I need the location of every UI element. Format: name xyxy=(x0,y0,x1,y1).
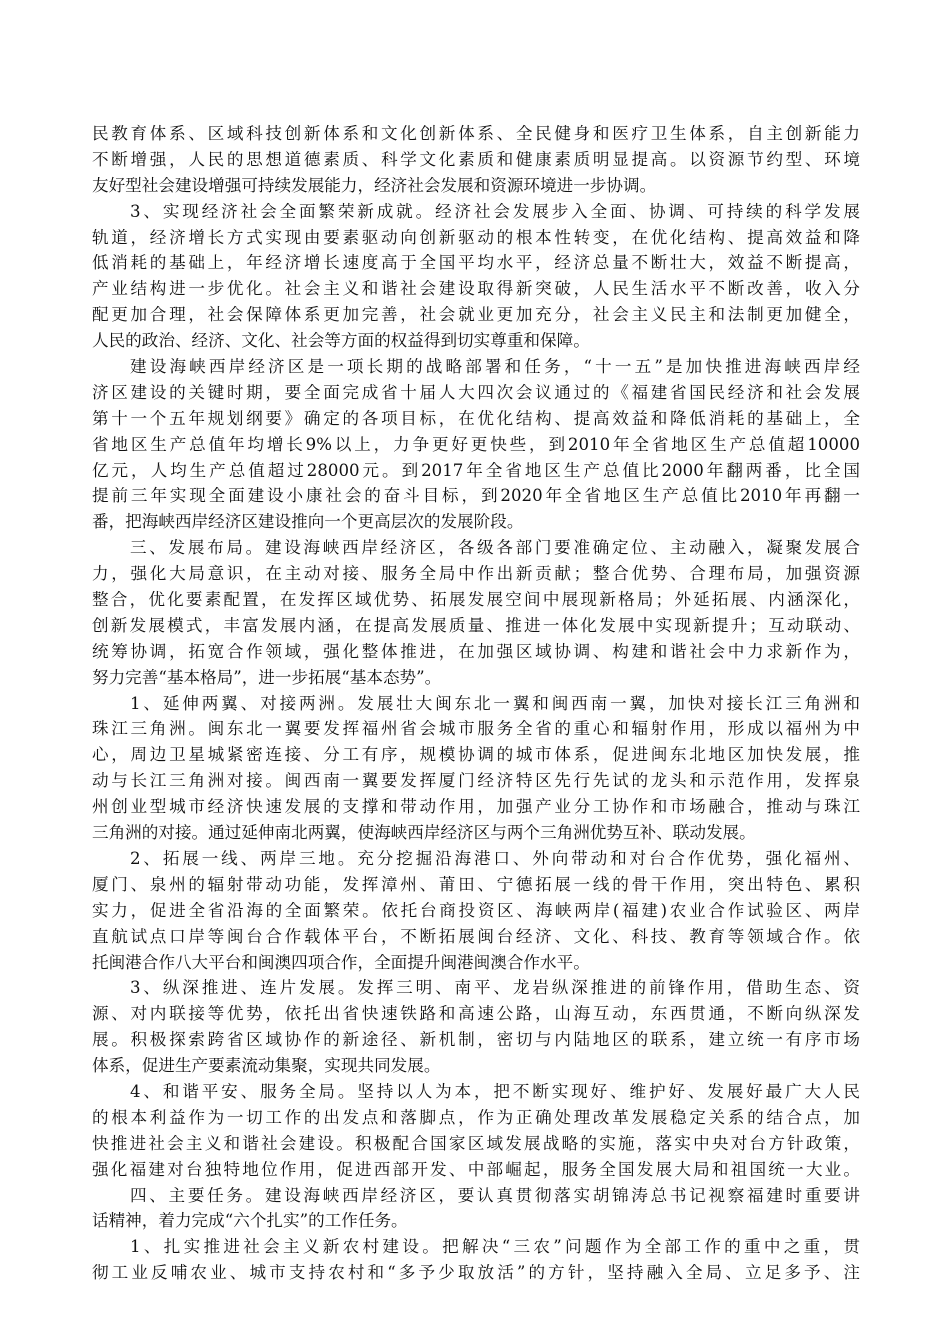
text-line: 建设海峡西岸经济区是一项长期的战略部署和任务，“十一五”是加快推进海峡西岸经 xyxy=(130,357,860,377)
paragraph-3-prosperity xyxy=(92,199,860,354)
text-line: 努力完善“基本格局”，进一步拓展“基本态势”。 xyxy=(92,667,442,687)
text-line: 三、发展布局。建设海峡西岸经济区，各级各部门要准确定位、主动融入，凝聚发展合 xyxy=(130,538,860,558)
text-line: 力，强化大局意识，在主动对接、服务全局中作出新贡献；整合优势、合理布局，加强资源 xyxy=(92,564,860,584)
paragraph-continuation xyxy=(92,121,860,199)
text-line: 番，把海峡西岸经济区建设推向一个更高层次的发展阶段。 xyxy=(92,512,524,532)
text-line: 民教育体系、区域科技创新体系和文化创新体系、全民健身和医疗卫生体系，自主创新能力 xyxy=(92,124,860,143)
text-line: 产业结构进一步优化。社会主义和谐社会建设取得新突破，人民生活水平不断改善，收入分 xyxy=(92,279,860,299)
text-line: 整合，优化要素配置，在发挥区域优势、拓展发展空间中展现新格局；外延拓展、内涵深化， xyxy=(92,590,860,610)
text-line: 厦门、泉州的辐射带动功能，发挥漳州、莆田、宁德拓展一线的骨干作用，突出特色、累积 xyxy=(92,874,860,894)
text-line: 配更加合理，社会保障体系更加完善，社会就业更加充分，社会主义民主和法制更加健全， xyxy=(92,305,860,325)
paragraph-3-depth xyxy=(92,975,860,1079)
text-line: 实力，促进全省沿海的全面繁荣。依托台商投资区、海峡两岸(福建)农业合作试验区、两岸 xyxy=(92,900,860,920)
text-line: 友好型社会建设增强可持续发展能力，经济社会发展和资源环境进一步协调。 xyxy=(92,175,657,195)
document-page xyxy=(92,121,860,1286)
text-line: 体系，促进生产要素流动集聚，实现共同发展。 xyxy=(92,1056,441,1076)
text-line: 轨道，经济增长方式实现由要素驱动向创新驱动的根本性转变，在优化结构、提高效益和降 xyxy=(92,227,860,247)
text-line: 动与长江三角洲对接。闽西南一翼要发挥厦门经济特区先行先试的龙头和示范作用，发挥泉 xyxy=(92,771,860,791)
text-line: 心，周边卫星城紧密连接、分工有序，规模协调的城市体系，促进闽东北地区加快发展，推 xyxy=(92,745,860,765)
paragraph-main-tasks xyxy=(92,1183,860,1235)
text-line: 1、延伸两翼、对接两洲。发展壮大闽东北一翼和闽西南一翼，加快对接长江三角洲和 xyxy=(130,693,860,713)
text-line: 第十一个五年规划纲要》确定的各项目标，在优化结构、提高效益和降低消耗的基础上，全 xyxy=(92,408,860,428)
text-line: 3、实现经济社会全面繁荣新成就。经济社会发展步入全面、协调、可持续的科学发展 xyxy=(130,201,860,221)
text-line: 3、纵深推进、连片发展。发挥三明、南平、龙岩纵深推进的前锋作用，借助生态、资 xyxy=(130,978,860,998)
text-line: 托闽港合作八大平台和闽澳四项合作，全面提升闽港闽澳合作水平。 xyxy=(92,952,590,972)
text-line: 彻工业反哺农业、城市支持农村和“多予少取放活”的方针，坚持融入全局、立足多予、注 xyxy=(92,1263,860,1283)
text-line: 亿元，人均生产总值超过28000元。到2017年全省地区生产总值比2000年翻两番，比全国 xyxy=(92,460,860,480)
text-line: 话精神，着力完成“六个扎实”的工作任务。 xyxy=(92,1211,408,1231)
text-line: 珠江三角洲。闽东北一翼要发挥福州省会城市服务全省的重心和辐射作用，形成以福州为中 xyxy=(92,719,860,739)
text-line: 强化福建对台独特地位作用，促进西部开发、中部崛起，服务全国发展大局和祖国统一大业。 xyxy=(92,1159,860,1179)
paragraph-1-two-wings xyxy=(92,691,860,846)
text-line: 省地区生产总值年均增长9%以上，力争更好更快些，到2010年全省地区生产总值超10000 xyxy=(92,434,860,454)
paragraph-development-layout xyxy=(92,535,860,690)
text-line: 州创业型城市经济快速发展的支撑和带动作用，加强产业分工协作和市场融合，推动与珠江 xyxy=(92,797,860,817)
text-line: 四、主要任务。建设海峡西岸经济区，要认真贯彻落实胡锦涛总书记视察福建时重要讲 xyxy=(130,1185,860,1205)
text-line: 4、和谐平安、服务全局。坚持以人为本，把不断实现好、维护好、发展好最广大人民 xyxy=(130,1081,860,1101)
text-line: 快推进社会主义和谐社会建设。积极配合国家区域发展战略的实施，落实中央对台方针政策， xyxy=(92,1133,860,1153)
text-line: 统筹协调，拓宽合作领域，强化整体推进，在加强区域协调、构建和谐社会中力求新作为， xyxy=(92,641,860,661)
paragraph-1-rural xyxy=(92,1234,860,1286)
text-line: 1、扎实推进社会主义新农村建设。把解决“三农”问题作为全部工作的重中之重，贯 xyxy=(130,1237,860,1257)
text-line: 源、对内联接等优势，依托出省快速铁路和高速公路，山海互动，东西贯通，不断向纵深发 xyxy=(92,1004,860,1024)
text-line: 提前三年实现全面建设小康社会的奋斗目标，到2020年全省地区生产总值比2010年再翻一 xyxy=(92,486,860,506)
paragraph-2-frontline xyxy=(92,846,860,975)
text-line: 创新发展模式，丰富发展内涵，在提高发展质量、推进一体化发展中实现新提升；互动联动、 xyxy=(92,615,860,635)
text-line: 三角洲的对接。通过延伸南北两翼，使海峡西岸经济区与两个三角洲优势互补、联动发展。 xyxy=(92,823,756,843)
text-line: 低消耗的基础上，年经济增长速度高于全国平均水平，经济总量不断壮大，效益不断提高， xyxy=(92,253,860,273)
text-line: 济区建设的关键时期，要全面完成省十届人大四次会议通过的《福建省国民经济和社会发展 xyxy=(92,382,860,402)
text-line: 的根本利益作为一切工作的出发点和落脚点，作为正确处理改革发展稳定关系的结合点，加 xyxy=(92,1107,860,1127)
text-line: 直航试点口岸等闽台合作载体平台，不断拓展闽台经济、文化、科技、教育等领域合作。依 xyxy=(92,926,860,946)
paragraph-4-harmony xyxy=(92,1079,860,1183)
text-line: 人民的政治、经济、文化、社会等方面的权益得到切实尊重和保障。 xyxy=(92,331,590,351)
text-line: 不断增强，人民的思想道德素质、科学文化素质和健康素质明显提高。以资源节约型、环境 xyxy=(92,149,860,169)
paragraph-long-term-strategy xyxy=(92,354,860,535)
text-line: 2、拓展一线、两岸三地。充分挖掘沿海港口、外向带动和对台合作优势，强化福州、 xyxy=(130,848,860,868)
text-line: 展。积极探索跨省区域协作的新途径、新机制，密切与内陆地区的联系，建立统一有序市场 xyxy=(92,1030,860,1050)
